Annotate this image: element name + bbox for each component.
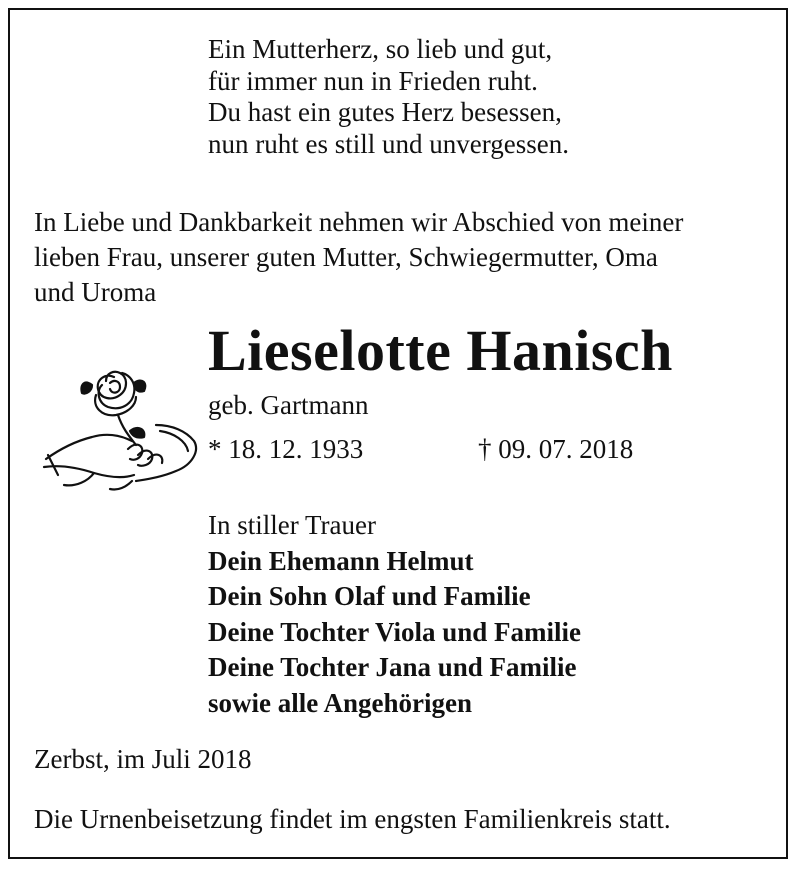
mourner-name: Dein Sohn Olaf und Familie: [208, 581, 531, 611]
mourner-name: Dein Ehemann Helmut: [208, 545, 474, 576]
intro-line: und Uroma: [34, 277, 157, 307]
obituary-card: [8, 8, 788, 859]
poem: [208, 34, 569, 160]
intro-text: [34, 205, 768, 310]
deceased-name: Lieselotte Hanisch: [208, 318, 673, 383]
mourner-name: sowie alle Angehörigen: [208, 687, 472, 718]
intro-line: lieben Frau, unserer guten Mutter, Schwiegermutter, Oma: [34, 242, 658, 272]
intro-line: In Liebe und Dankbarkeit nehmen wir Abschied von meiner: [34, 207, 684, 237]
poem-line: Ein Mutterherz, so lieb und gut,: [208, 34, 553, 64]
poem-line: nun ruht es still und unvergessen.: [208, 128, 569, 159]
burial-notice: Die Urnenbeisetzung findet im engsten Familienkreis statt.: [34, 804, 671, 834]
rose-in-hands-icon: [36, 355, 206, 495]
mourners: [208, 508, 581, 721]
birth-date: * 18. 12. 1933: [208, 434, 364, 464]
mourner-name: Deine Tochter Jana und Familie: [208, 652, 577, 682]
poem-line: Du hast ein gutes Herz besessen,: [208, 97, 562, 127]
maiden-name: geb. Gartmann: [208, 390, 369, 420]
death-date: † 09. 07. 2018: [478, 434, 634, 464]
poem-line: für immer nun in Frieden ruht.: [208, 65, 538, 96]
place-and-date: Zerbst, im Juli 2018: [34, 744, 252, 774]
mourner-name: Deine Tochter Viola und Familie: [208, 616, 582, 647]
mourners-heading: In stiller Trauer: [208, 510, 376, 540]
